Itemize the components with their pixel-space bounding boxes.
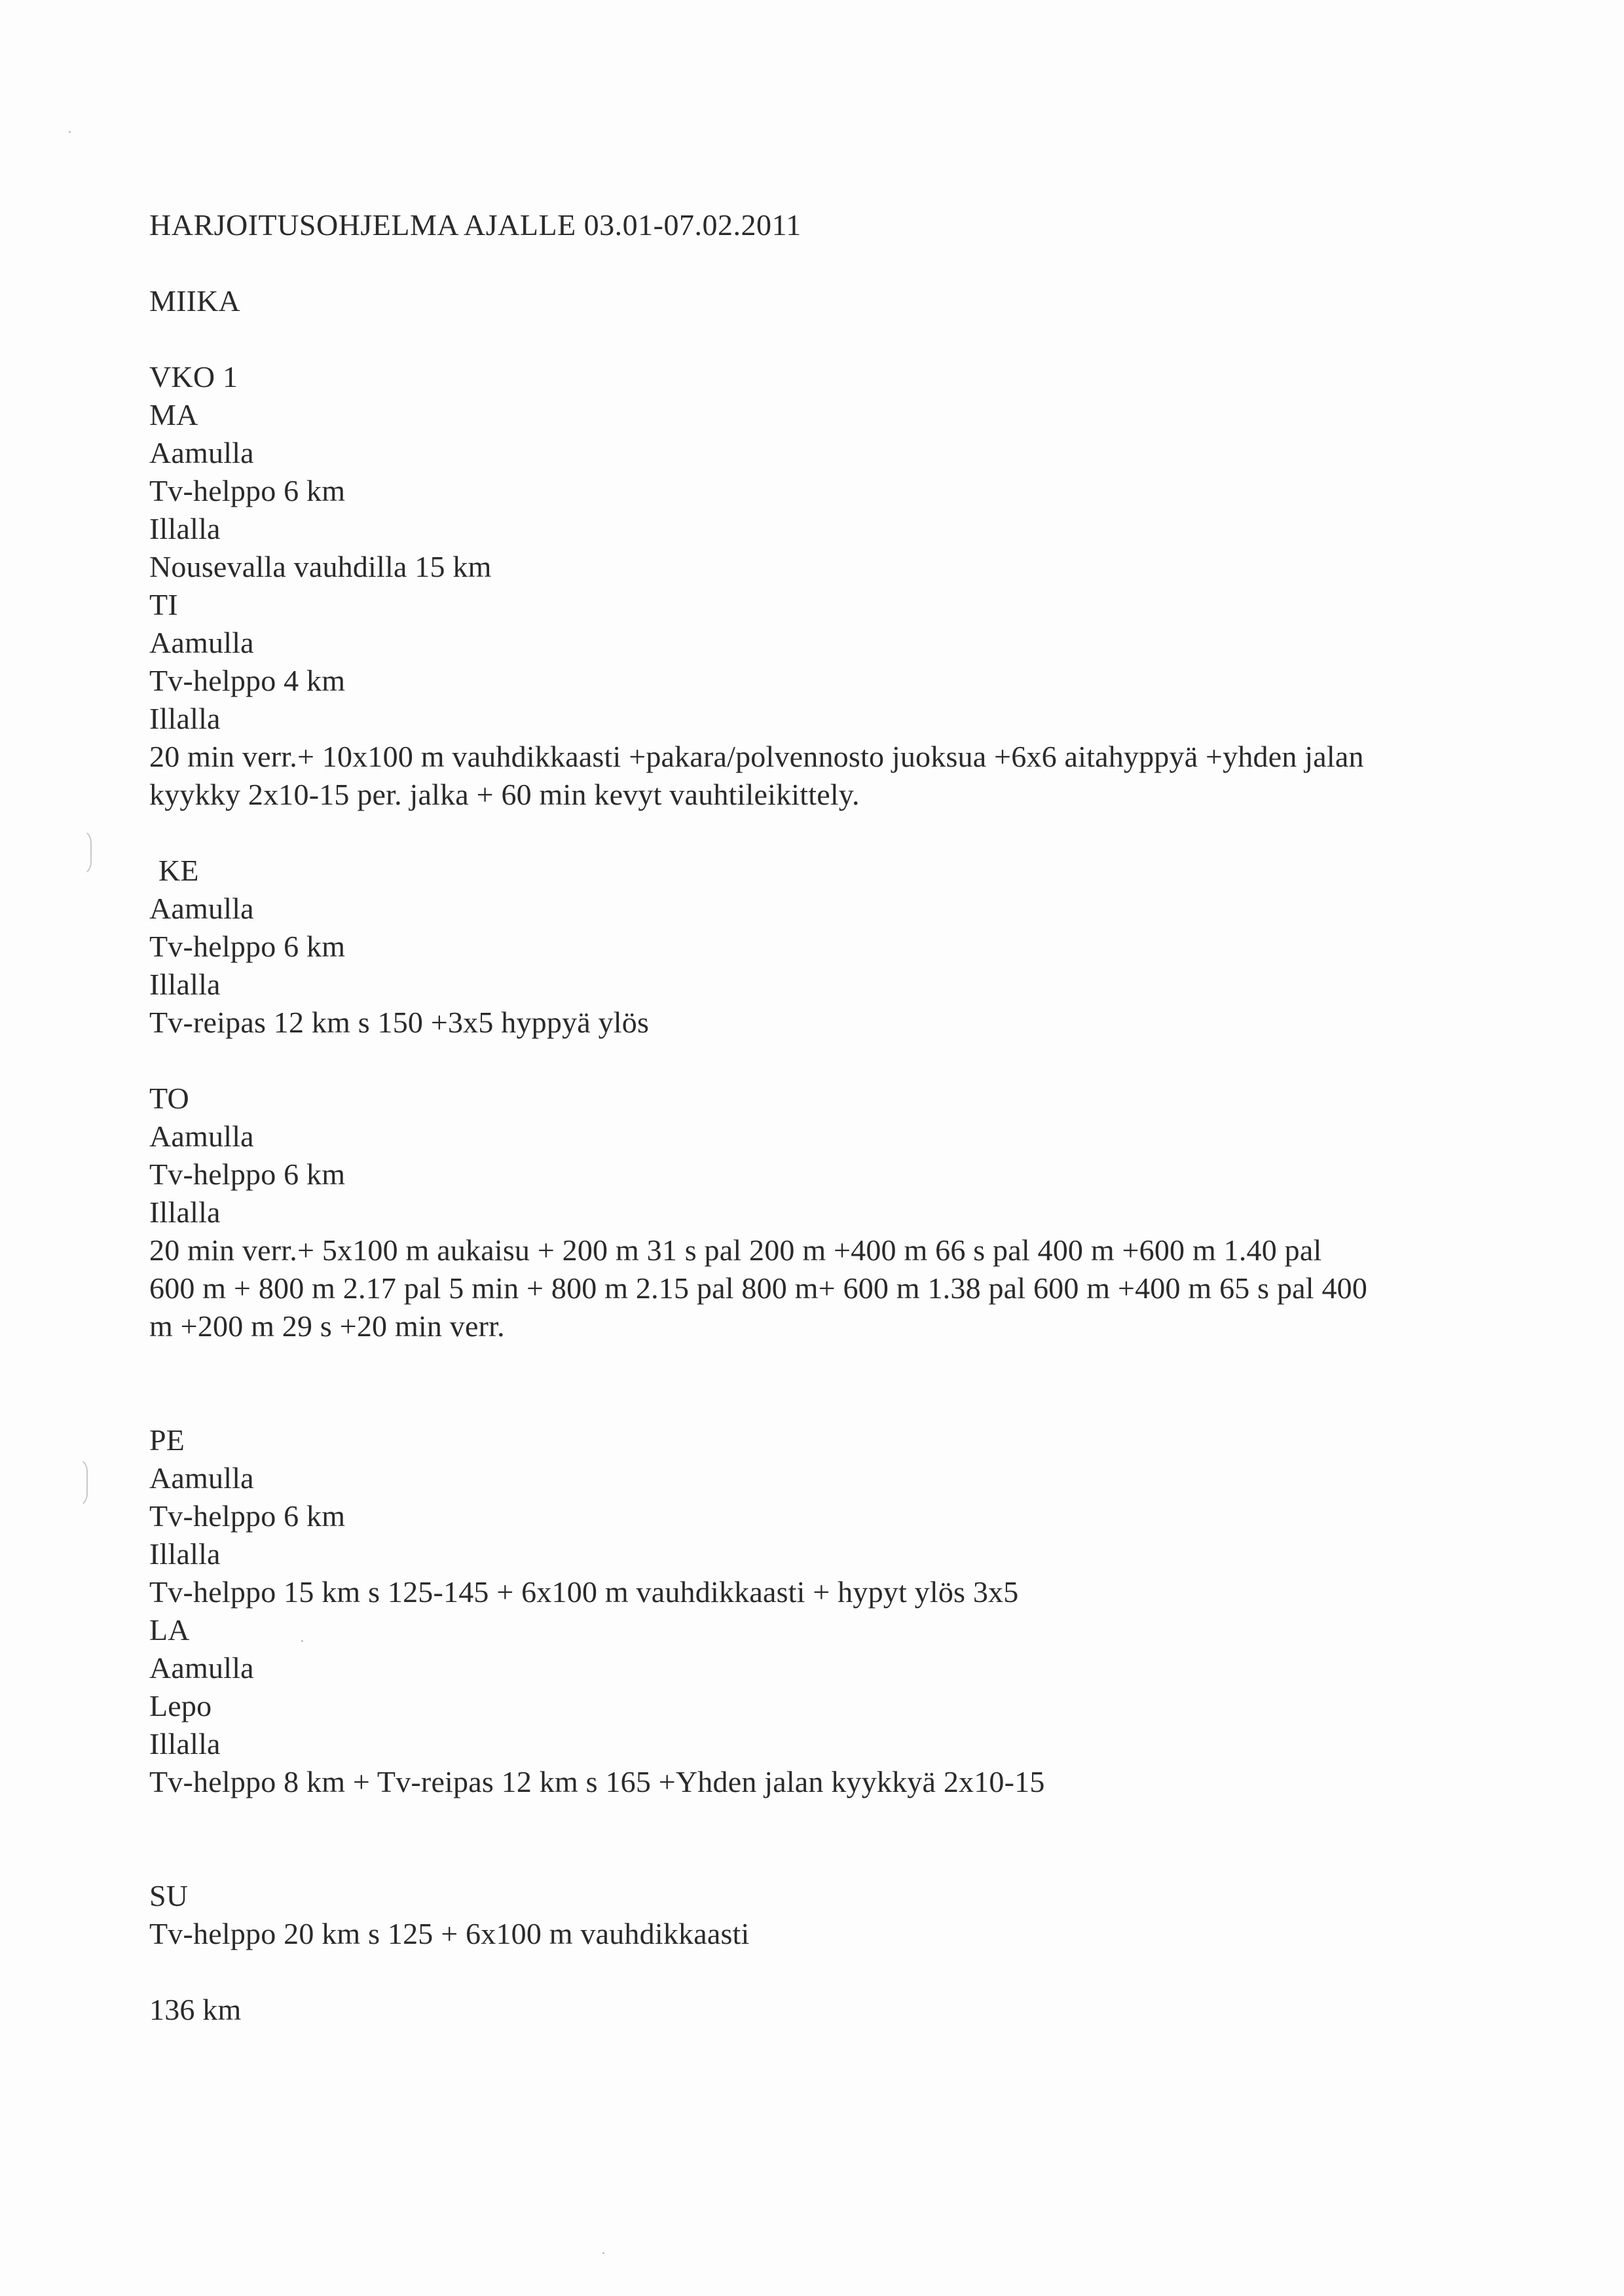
evening-session-line: 20 min verr.+ 10x100 m vauhdikkaasti +pakara/polvennosto juoksua +6x6 aitahyppyä +yhden jalan [149,740,1364,773]
day-heading-ma: MA [149,398,198,431]
evening-label: Illalla [149,512,221,545]
evening-label: Illalla [149,702,221,735]
document-title: HARJOITUSOHJELMA AJALLE 03.01-07.02.2011 [149,208,802,242]
athlete-name: MIIKA [149,284,240,318]
evening-label: Illalla [149,1537,221,1571]
scan-artifact-mark [73,1457,88,1508]
scan-speck [602,2252,604,2254]
morning-label: Aamulla [149,436,254,469]
morning-label: Aamulla [149,1461,254,1495]
morning-label: Aamulla [149,1651,254,1685]
morning-session: Tv-helppo 6 km [149,474,346,507]
morning-label: Aamulla [149,1120,254,1153]
day-session: Tv-helppo 20 km s 125 + 6x100 m vauhdikkaasti [149,1917,750,1950]
weekly-total: 136 km [149,1993,242,2026]
evening-label: Illalla [149,968,221,1001]
evening-label: Illalla [149,1727,221,1760]
morning-session: Tv-helppo 6 km [149,1499,346,1533]
morning-session: Tv-helppo 6 km [149,1157,346,1191]
evening-session: Nousevalla vauhdilla 15 km [149,550,492,583]
morning-session: Tv-helppo 4 km [149,664,346,697]
day-heading-pe: PE [149,1423,185,1457]
day-heading-ti: TI [149,588,178,621]
evening-session: Tv-helppo 15 km s 125-145 + 6x100 m vauhdikkaasti + hypyt ylös 3x5 [149,1575,1019,1609]
evening-session-line: kyykky 2x10-15 per. jalka + 60 min kevyt vauhtileikittely. [149,778,860,811]
evening-session-line: 20 min verr.+ 5x100 m aukaisu + 200 m 31 s pal 200 m +400 m 66 s pal 400 m +600 m 1.40 pal [149,1233,1322,1267]
evening-session: Tv-reipas 12 km s 150 +3x5 hyppyä ylös [149,1006,650,1039]
evening-session: Tv-helppo 8 km + Tv-reipas 12 km s 165 +Yhden jalan kyykkyä 2x10-15 [149,1765,1045,1798]
day-heading-ke: KE [158,854,199,887]
day-heading-to: TO [149,1082,189,1115]
morning-session: Tv-helppo 6 km [149,930,346,963]
evening-session-line: 600 m + 800 m 2.17 pal 5 min + 800 m 2.15 pal 800 m+ 600 m 1.38 pal 600 m +400 m 65 s pal 400 [149,1271,1368,1305]
day-heading-su: SU [149,1879,189,1912]
evening-session-line: m +200 m 29 s +20 min verr. [149,1309,505,1343]
scan-speck [69,131,71,133]
scan-artifact-mark [77,828,92,877]
training-program-text [149,206,1511,2029]
day-heading-la: LA [149,1613,190,1647]
evening-label: Illalla [149,1195,221,1229]
morning-label: Aamulla [149,892,254,925]
week-heading: VKO 1 [149,360,238,393]
morning-label: Aamulla [149,626,254,659]
morning-session: Lepo [149,1689,212,1722]
